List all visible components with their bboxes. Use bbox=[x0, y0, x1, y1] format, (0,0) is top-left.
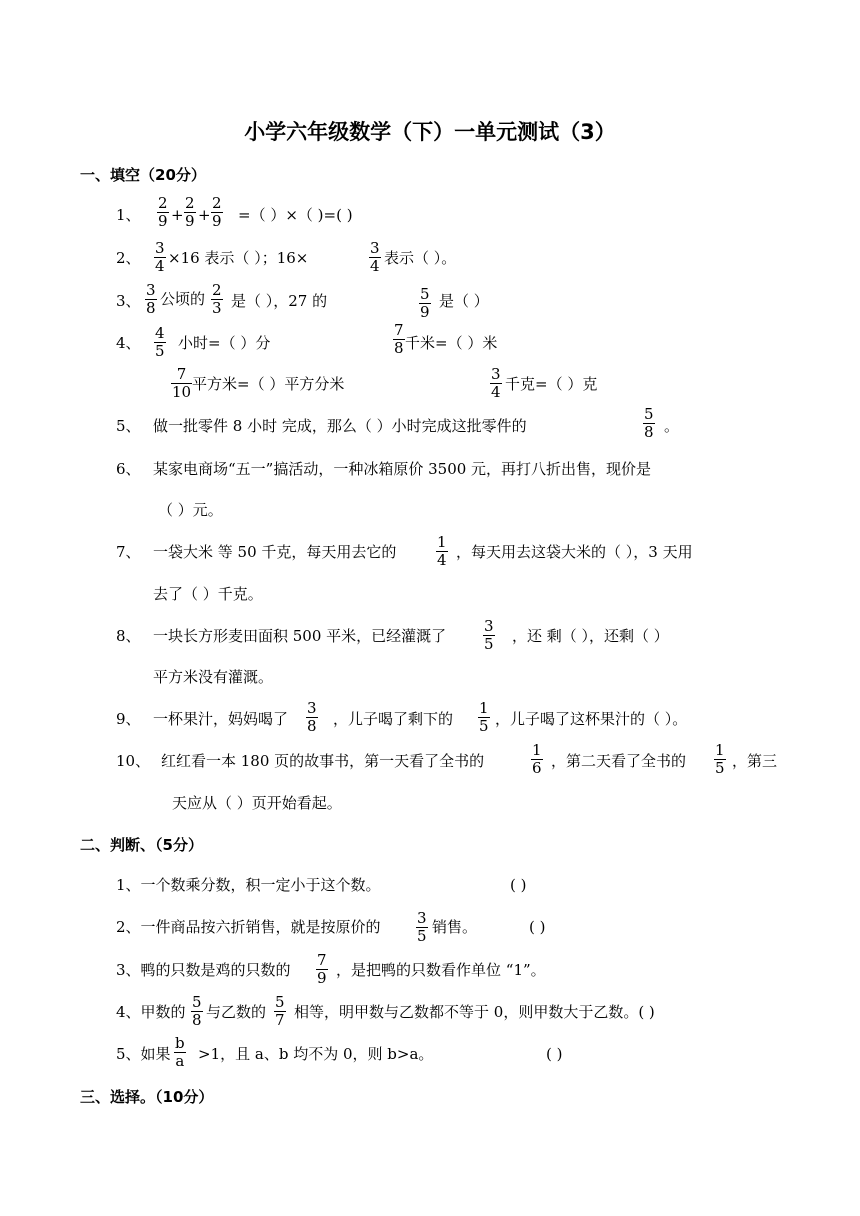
question-number: 1、 bbox=[116, 206, 141, 224]
question-text: 一块长方形麦田面积 500 平米，已经灌溉了 bbox=[153, 627, 447, 645]
judge-item: 4、甲数的 bbox=[116, 1003, 186, 1021]
fraction: 3 8 bbox=[146, 281, 156, 317]
question-text: （ ）元。 bbox=[158, 501, 223, 519]
question-number: 3、 bbox=[116, 292, 141, 310]
judge-item: 2、一件商品按六折销售，就是按原价的 bbox=[116, 918, 381, 936]
question-number: 5、 bbox=[116, 417, 141, 435]
question-text: ，儿子喝了剩下的 bbox=[333, 710, 454, 728]
question-text: 是（ ），27 的 bbox=[231, 292, 328, 310]
question-number: 2、 bbox=[116, 249, 141, 267]
fraction: 2 9 bbox=[185, 194, 195, 230]
question-text: 去了（ ）千克。 bbox=[153, 585, 263, 603]
judge-item: 相等，明甲数与乙数都不等于 0，则甲数大于乙数。( ) bbox=[294, 1003, 655, 1021]
judge-item: ，是把鸭的只数看作单位 “1”。 bbox=[336, 961, 546, 979]
question-text: 小时=（ ）分 bbox=[178, 334, 271, 352]
fraction: 2 3 bbox=[212, 281, 222, 317]
question-number: 10、 bbox=[116, 752, 151, 770]
fraction: 3 4 bbox=[370, 239, 380, 275]
fraction: 5 7 bbox=[275, 993, 285, 1029]
fraction: 3 5 bbox=[484, 617, 494, 653]
question-text: 千克=（ ）克 bbox=[505, 375, 598, 393]
judge-item: 5、如果 bbox=[116, 1045, 171, 1063]
answer-paren: ( ) bbox=[510, 876, 527, 894]
fraction: 1 5 bbox=[479, 699, 489, 735]
fraction: 1 5 bbox=[715, 741, 725, 777]
fraction: 3 5 bbox=[417, 909, 427, 945]
question-text: ，第三 bbox=[732, 752, 778, 770]
judge-item: >1，且 a、b 均不为 0，则 b>a。 bbox=[198, 1045, 434, 1063]
plus-sign: + bbox=[198, 206, 211, 224]
plus-sign: + bbox=[171, 206, 184, 224]
fraction: 3 4 bbox=[491, 365, 501, 401]
fraction: 2 9 bbox=[158, 194, 168, 230]
fraction: 7 9 bbox=[317, 951, 327, 987]
question-text: 某家电商场“五一”搞活动，一种冰箱原价 3500 元，再打八折出售，现价是 bbox=[153, 460, 652, 478]
question-text: ，儿子喝了这杯果汁的（ ）。 bbox=[495, 710, 688, 728]
fraction: 7 10 bbox=[172, 365, 192, 401]
question-number: 6、 bbox=[116, 460, 141, 478]
question-text: =（ ）×（ )=( ) bbox=[238, 206, 353, 224]
question-text: ，第二天看了全书的 bbox=[551, 752, 687, 770]
question-text: ，还 剩（ ），还剩（ ） bbox=[512, 627, 669, 645]
judge-item: 1、一个数乘分数，积一定小于这个数。 bbox=[116, 876, 381, 894]
fraction: 5 8 bbox=[644, 405, 654, 441]
question-text: 是（ ） bbox=[439, 292, 489, 310]
fraction: 2 9 bbox=[212, 194, 222, 230]
answer-paren: ( ) bbox=[546, 1045, 563, 1063]
section-judge-heading: 二、判断、（5分） bbox=[80, 836, 203, 854]
question-text: ，每天用去这袋大米的（ ），3 天用 bbox=[456, 543, 693, 561]
question-number: 7、 bbox=[116, 543, 141, 561]
question-number: 8、 bbox=[116, 627, 141, 645]
question-text: 天应从（ ）页开始看起。 bbox=[172, 794, 342, 812]
question-text: 一袋大米 等 50 千克，每天用去它的 bbox=[153, 543, 397, 561]
question-text: 千米=（ ）米 bbox=[405, 334, 498, 352]
section-fill-heading: 一、填空（20分） bbox=[80, 166, 206, 184]
question-text: 表示（ ）。 bbox=[384, 249, 457, 267]
fraction: 5 9 bbox=[420, 285, 430, 321]
page-title: 小学六年级数学（下）一单元测试（3） bbox=[244, 120, 616, 144]
fraction: 4 5 bbox=[155, 324, 165, 360]
question-number: 9、 bbox=[116, 710, 141, 728]
question-text: 红红看一本 180 页的故事书，第一天看了全书的 bbox=[161, 752, 485, 770]
judge-item: 3、鸭的只数是鸡的只数的 bbox=[116, 961, 291, 979]
fraction: 1 6 bbox=[532, 741, 542, 777]
fraction: 3 8 bbox=[307, 699, 317, 735]
question-text: 。 bbox=[664, 417, 680, 435]
answer-paren: ( ) bbox=[529, 918, 546, 936]
fraction: 3 4 bbox=[155, 239, 165, 275]
judge-item: 与乙数的 bbox=[206, 1003, 267, 1021]
fraction: 1 4 bbox=[437, 533, 447, 569]
question-text: 做一批零件 8 小时 完成，那么（ ）小时完成这批零件的 bbox=[153, 417, 527, 435]
judge-item: 销售。 bbox=[432, 918, 478, 936]
question-text: 一杯果汁，妈妈喝了 bbox=[153, 710, 289, 728]
question-number: 4、 bbox=[116, 334, 141, 352]
question-text: ×16 表示（ ）；16× bbox=[168, 249, 309, 267]
fraction: 5 8 bbox=[192, 993, 202, 1029]
question-text: 公顷的 bbox=[160, 290, 206, 308]
fraction: b a bbox=[175, 1034, 185, 1070]
section-choice-heading: 三、选择。（10分） bbox=[80, 1088, 214, 1106]
question-text: 平方米=（ ）平方分米 bbox=[192, 375, 345, 393]
question-text: 平方米没有灌溉。 bbox=[153, 668, 274, 686]
fraction: 7 8 bbox=[394, 321, 404, 357]
